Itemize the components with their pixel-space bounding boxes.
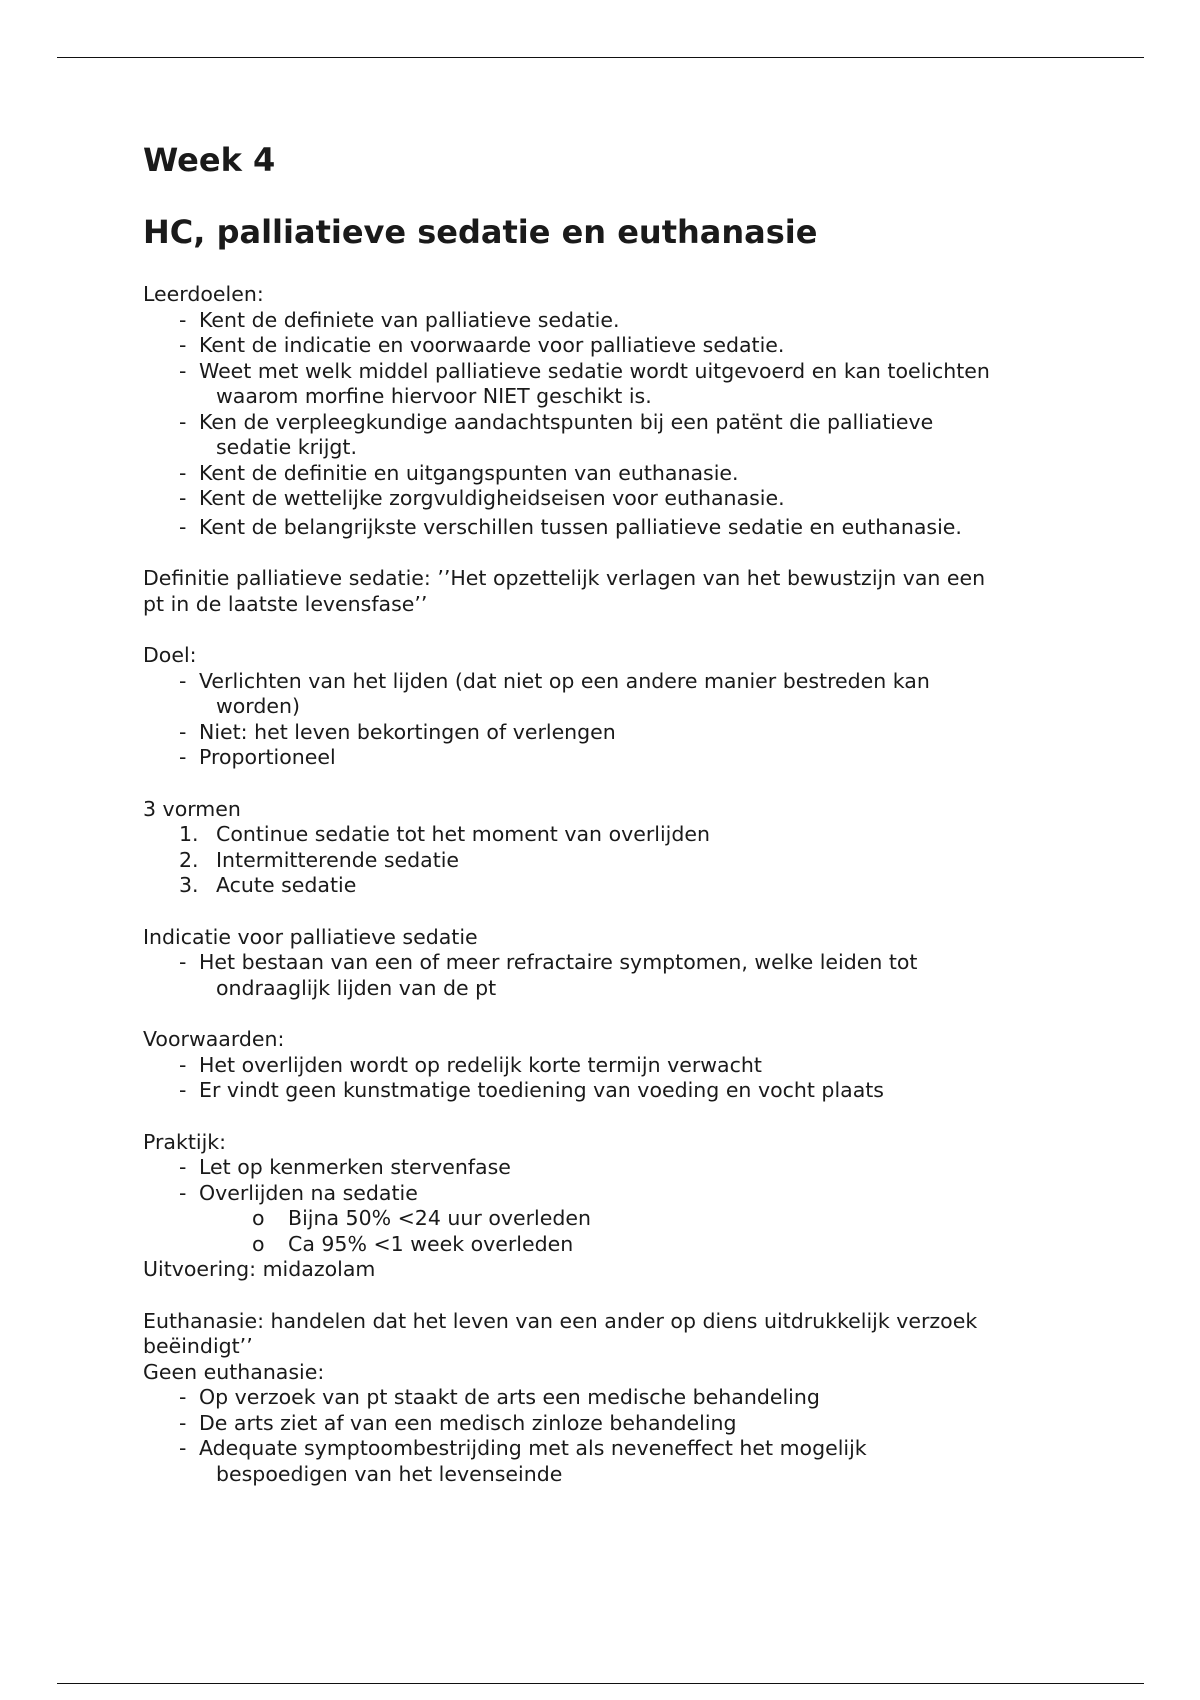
list-item: - Let op kenmerken stervenfase	[143, 1155, 1083, 1181]
list-item: - Het overlijden wordt op redelijk korte termijn verwacht	[143, 1053, 1083, 1079]
euthanasie-line: beëindigt’’	[143, 1334, 253, 1358]
list-item: 3. Acute sedatie	[179, 873, 357, 897]
praktijk-list	[143, 1155, 1083, 1206]
list-item: - Het bestaan van een of meer refractaire symptomen, welke leiden tot ondraaglijk lijden van de pt	[143, 950, 1083, 1001]
voorwaarden-list	[143, 1053, 1083, 1104]
geen-euthanasie-label: Geen euthanasie:	[143, 1359, 325, 1384]
euthanasie-line: Euthanasie: handelen dat het leven van een ander op diens uitdrukkelijk verzoek	[143, 1308, 978, 1333]
definitie-line: Definitie palliatieve sedatie: ’’Het opzettelijk verlagen van het bewustzijn van een	[143, 566, 986, 590]
leerdoelen-label: Leerdoelen:	[143, 282, 264, 306]
list-item: - Kent de definitie en uitgangspunten van euthanasie.	[143, 461, 1083, 487]
list-item: - Op verzoek van pt staakt de arts een medische behandeling	[143, 1385, 1083, 1411]
list-item: 1. Continue sedatie tot het moment van overlijden	[179, 822, 710, 846]
list-item: 2. Intermitterende sedatie	[179, 847, 460, 872]
footer-rule	[57, 1683, 1144, 1684]
list-item: - Proportioneel	[143, 745, 1083, 771]
list-item: - Overlijden na sedatie	[143, 1181, 1083, 1207]
doel-list	[143, 669, 1083, 771]
list-item: - Kent de indicatie en voorwaarde voor palliatieve sedatie.	[143, 333, 1083, 359]
geen-euthanasie-list	[143, 1385, 1083, 1487]
vormen-list	[143, 822, 1083, 899]
list-item: - Ken de verpleegkundige aandachtspunten bij een patënt die palliatieve sedatie krijgt.	[143, 410, 1083, 461]
list-item: - Kent de belangrijkste verschillen tussen palliatieve sedatie en euthanasie.	[143, 515, 1083, 541]
list-item: o Bijna 50% <24 uur overleden	[143, 1206, 1083, 1232]
indicatie-list	[143, 950, 1083, 1001]
page-title: Week 4	[143, 141, 276, 179]
vormen-label: 3 vormen	[143, 796, 241, 821]
list-item: - Niet: het leven bekortingen of verlengen	[143, 720, 1083, 746]
uitvoering-line: Uitvoering: midazolam	[143, 1257, 376, 1281]
indicatie-label: Indicatie voor palliatieve sedatie	[143, 924, 478, 949]
page-subtitle: HC, palliatieve sedatie en euthanasie	[143, 213, 818, 251]
list-item: - De arts ziet af van een medisch zinloze behandeling	[143, 1411, 1083, 1437]
list-item: - Er vindt geen kunstmatige toediening van voeding en vocht plaats	[143, 1078, 1083, 1104]
list-item: o Ca 95% <1 week overleden	[143, 1232, 1083, 1258]
leerdoelen-list	[143, 308, 1083, 541]
voorwaarden-label: Voorwaarden:	[143, 1027, 285, 1051]
doel-label: Doel:	[143, 643, 197, 667]
header-rule	[57, 57, 1144, 58]
list-item: - Adequate symptoombestrijding met als neveneffect het mogelijk bespoedigen van het levenseinde	[143, 1436, 1083, 1487]
document-body	[143, 140, 1083, 1487]
praktijk-sublist	[143, 1206, 1083, 1257]
list-item: - Weet met welk middel palliatieve sedatie wordt uitgevoerd en kan toelichten waarom morfine hiervoor NIET geschikt is.	[143, 359, 1083, 410]
definitie-line: pt in de laatste levensfase’’	[143, 591, 428, 616]
praktijk-label: Praktijk:	[143, 1129, 227, 1154]
list-item: - Verlichten van het lijden (dat niet op een andere manier bestreden kan worden)	[143, 669, 1083, 720]
list-item: - Kent de wettelijke zorgvuldigheidseisen voor euthanasie.	[143, 486, 1083, 512]
list-item: - Kent de definiete van palliatieve sedatie.	[143, 308, 1083, 334]
